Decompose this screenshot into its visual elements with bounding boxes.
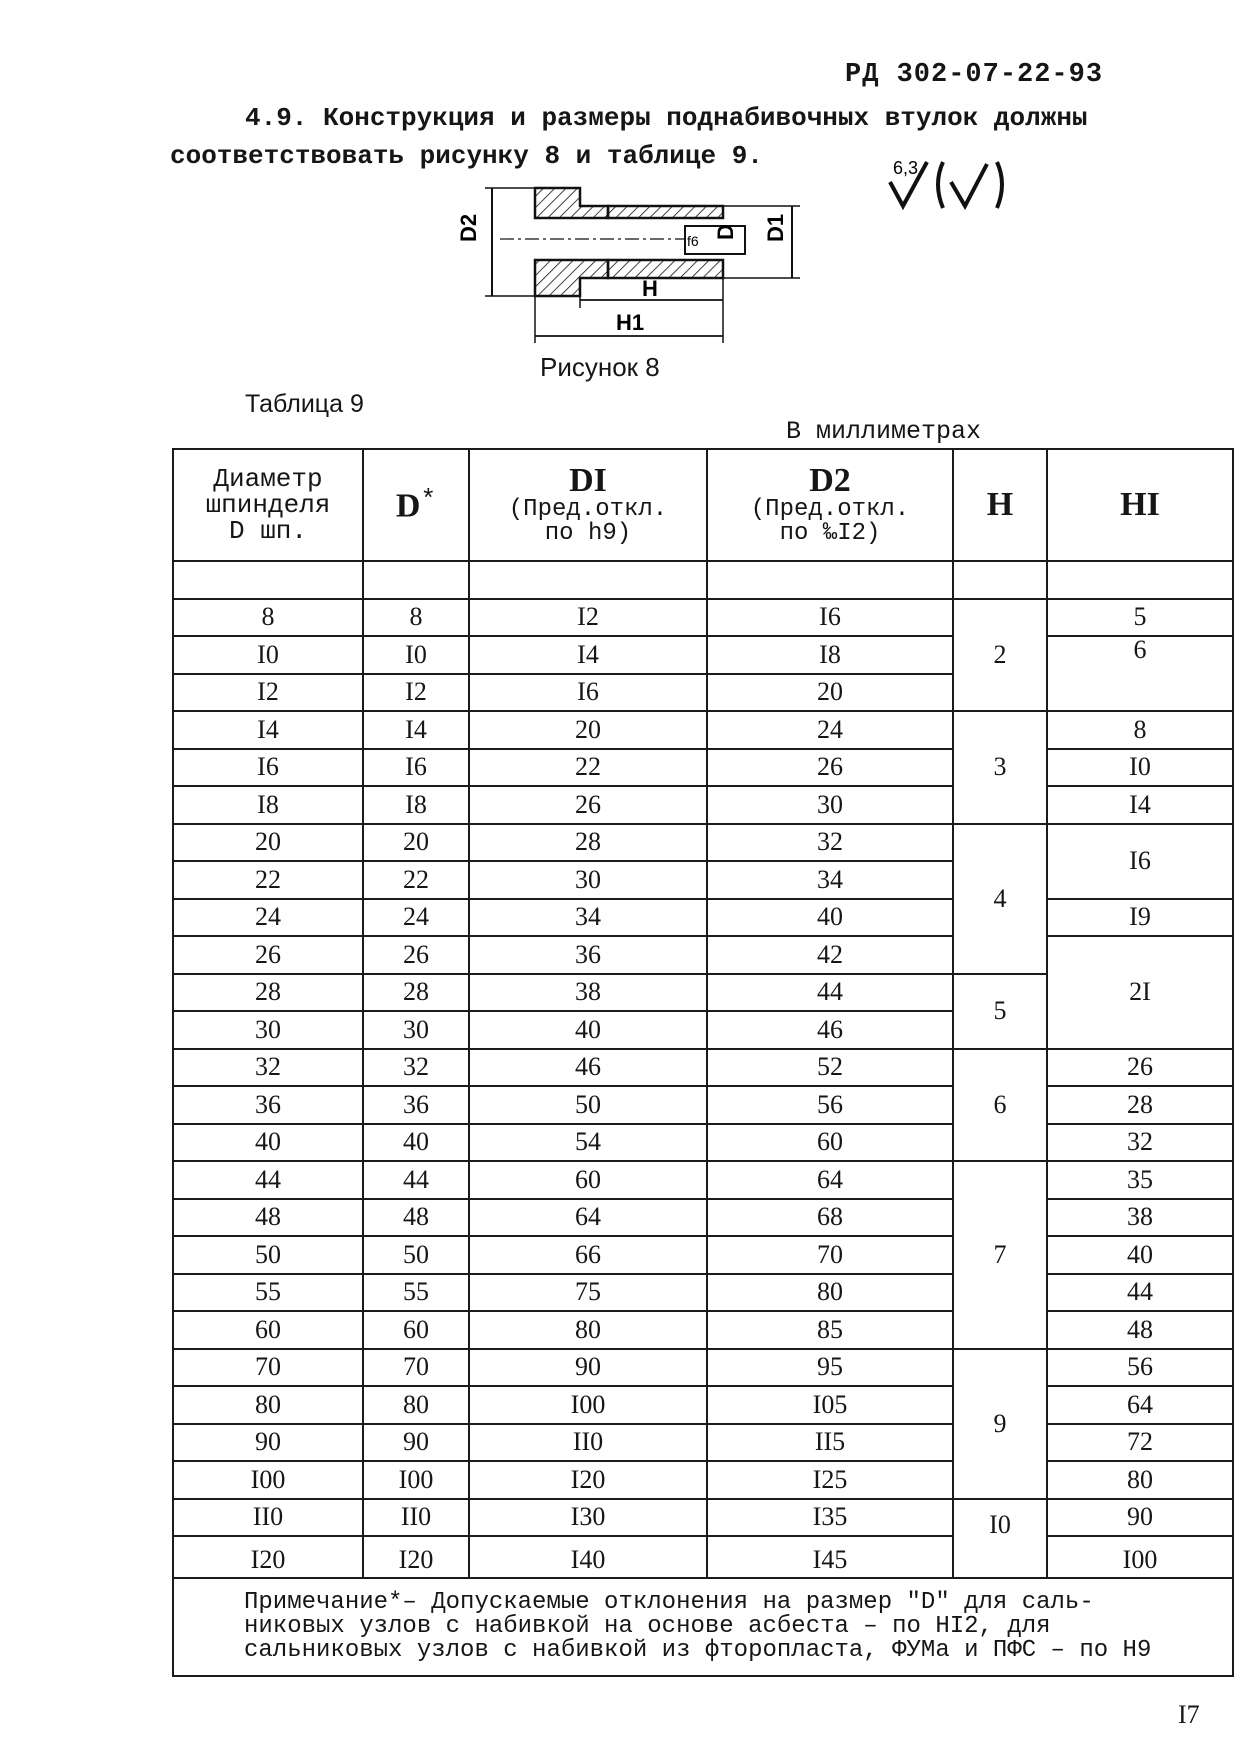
header-col6-text: HI	[1120, 486, 1160, 523]
cell-d2: I6	[707, 599, 953, 637]
cell-d1: 36	[469, 936, 707, 974]
cell-d1: I2	[469, 599, 707, 637]
cell-dshp: I20	[173, 1536, 363, 1578]
cell-d2: 70	[707, 1236, 953, 1274]
cell-dshp: 80	[173, 1386, 363, 1424]
table-row	[173, 936, 1233, 974]
header-d: D*	[363, 449, 469, 561]
header-col4-line1: D2	[809, 462, 851, 499]
cell-d: I00	[363, 1461, 469, 1499]
cell-h1: 48	[1047, 1311, 1233, 1349]
cell-d2: 40	[707, 899, 953, 937]
cell-d2: I05	[707, 1386, 953, 1424]
cell-d: 50	[363, 1236, 469, 1274]
cell-dshp: II0	[173, 1499, 363, 1537]
cell-d2: 34	[707, 861, 953, 899]
cell-d: 24	[363, 899, 469, 937]
cell-d2: 44	[707, 974, 953, 1012]
header-spindle-diameter	[173, 449, 363, 561]
cell-dshp: 22	[173, 861, 363, 899]
cell-d2: I35	[707, 1499, 953, 1537]
table-row	[173, 1086, 1233, 1124]
cell-d1: 26	[469, 786, 707, 824]
table-row	[173, 636, 1233, 674]
cell-d: 32	[363, 1049, 469, 1087]
cell-d: 22	[363, 861, 469, 899]
cell-d1: 28	[469, 824, 707, 862]
cell-d1: 90	[469, 1349, 707, 1387]
cell-d: 80	[363, 1386, 469, 1424]
cell-d: 26	[363, 936, 469, 974]
cell-d1: 64	[469, 1199, 707, 1237]
note-line-1: Примечание*– Допускаемые отклонения на размер "D" для саль-	[244, 1588, 1094, 1616]
note-line-2: никовых узлов с набивкой на основе асбеста – по НI2, для	[244, 1612, 1051, 1640]
document-code: РД 302-07-22-93	[845, 60, 1104, 90]
cell-d2: 85	[707, 1311, 953, 1349]
cell-dshp: 70	[173, 1349, 363, 1387]
cell-h: 7	[953, 1161, 1047, 1349]
cell-dshp: 48	[173, 1199, 363, 1237]
cell-d1: 50	[469, 1086, 707, 1124]
cell-dshp: I8	[173, 786, 363, 824]
header-col1-line2: шпинделя	[205, 490, 331, 520]
cell-d1: 80	[469, 1311, 707, 1349]
cell-h1: 32	[1047, 1124, 1233, 1162]
cell-d1: 20	[469, 711, 707, 749]
cell-d1: I40	[469, 1536, 707, 1578]
header-col2-text: D	[395, 487, 421, 525]
cell-d: I4	[363, 711, 469, 749]
cell-d1: 75	[469, 1274, 707, 1312]
cell-h1: 35	[1047, 1161, 1233, 1199]
header-h1	[1047, 449, 1233, 561]
header-col3-line2: (Пред.откл.	[508, 496, 668, 523]
cell-dshp: 90	[173, 1424, 363, 1462]
cell-h1: I9	[1047, 899, 1233, 937]
table-row	[173, 1461, 1233, 1499]
table-note	[173, 1578, 1233, 1676]
cell-d2: 68	[707, 1199, 953, 1237]
cell-d2: 46	[707, 1011, 953, 1049]
cell-d: I8	[363, 786, 469, 824]
cell-h1: 44	[1047, 1274, 1233, 1312]
table-row	[173, 786, 1233, 824]
cell-h1: 40	[1047, 1236, 1233, 1274]
cell-h1: 8	[1047, 711, 1233, 749]
cell-d2: 32	[707, 824, 953, 862]
cell-d: 36	[363, 1086, 469, 1124]
table-row	[173, 1349, 1233, 1387]
label-h: H	[642, 276, 658, 301]
table-row	[173, 1161, 1233, 1199]
table-row	[173, 1499, 1233, 1537]
cell-h1: I0	[1047, 749, 1233, 787]
cell-d: 30	[363, 1011, 469, 1049]
table-row	[173, 711, 1233, 749]
cell-d2: 42	[707, 936, 953, 974]
cell-d1: I4	[469, 636, 707, 674]
cell-h: 9	[953, 1349, 1047, 1499]
paragraph-line-1: 4.9. Конструкция и размеры поднабивочных втулок должны	[245, 103, 1088, 133]
cell-d: 40	[363, 1124, 469, 1162]
cell-d: 90	[363, 1424, 469, 1462]
cell-d1: 66	[469, 1236, 707, 1274]
cell-d1: I20	[469, 1461, 707, 1499]
cell-d: 55	[363, 1274, 469, 1312]
cell-h1: I6	[1047, 824, 1233, 899]
cell-d1: II0	[469, 1424, 707, 1462]
cell-h: 2	[953, 599, 1047, 712]
cell-d2: 26	[707, 749, 953, 787]
cell-h1: 6	[1047, 636, 1233, 711]
cell-d2: I45	[707, 1536, 953, 1578]
paragraph-line-2: соответствовать рисунку 8 и таблице 9.	[170, 141, 763, 171]
cell-d2: 60	[707, 1124, 953, 1162]
cell-d2: II5	[707, 1424, 953, 1462]
cell-h: 3	[953, 711, 1047, 824]
table-units: В миллиметрах	[786, 417, 982, 446]
cell-h: 6	[953, 1049, 1047, 1162]
table-row	[173, 1274, 1233, 1312]
cell-dshp: I0	[173, 636, 363, 674]
table-row	[173, 824, 1233, 862]
spacer-row	[173, 561, 1233, 599]
figure-caption: Рисунок 8	[540, 352, 660, 382]
cell-h1: 90	[1047, 1499, 1233, 1537]
header-col3-line1: DI	[569, 462, 607, 499]
label-tolerance: f6	[687, 233, 699, 249]
cell-d2: 52	[707, 1049, 953, 1087]
note-row	[173, 1578, 1233, 1676]
label-d1: D1	[763, 213, 788, 242]
cell-h1: 56	[1047, 1349, 1233, 1387]
cell-dshp: 60	[173, 1311, 363, 1349]
cell-d1: 34	[469, 899, 707, 937]
header-col4-line3: по ‰I2)	[779, 520, 881, 547]
cell-d2: I8	[707, 636, 953, 674]
cell-dshp: 20	[173, 824, 363, 862]
table-row	[173, 1236, 1233, 1274]
cell-dshp: I00	[173, 1461, 363, 1499]
cell-d2: 24	[707, 711, 953, 749]
table-row	[173, 1424, 1233, 1462]
cell-d: 48	[363, 1199, 469, 1237]
cell-h1: I00	[1047, 1536, 1233, 1578]
cell-h: 5	[953, 974, 1047, 1049]
cell-d: I20	[363, 1536, 469, 1578]
cell-dshp: 55	[173, 1274, 363, 1312]
cell-d2: 20	[707, 674, 953, 712]
page-number: I7	[1178, 1700, 1200, 1729]
cell-d: II0	[363, 1499, 469, 1537]
header-col1-line1: Диаметр	[213, 464, 323, 494]
header-d2	[707, 449, 953, 561]
cell-dshp: I6	[173, 749, 363, 787]
cell-dshp: I2	[173, 674, 363, 712]
table-row	[173, 1199, 1233, 1237]
cell-d1: I30	[469, 1499, 707, 1537]
cell-d1: I00	[469, 1386, 707, 1424]
cell-d2: 80	[707, 1274, 953, 1312]
label-h1: H1	[616, 310, 645, 335]
dimensions-table	[172, 448, 1234, 1677]
cell-d1: 30	[469, 861, 707, 899]
cell-h1: 2I	[1047, 936, 1233, 1049]
cell-d1: 60	[469, 1161, 707, 1199]
cell-d1: 46	[469, 1049, 707, 1087]
cell-dshp: 32	[173, 1049, 363, 1087]
table-row	[173, 749, 1233, 787]
cell-d1: 22	[469, 749, 707, 787]
table-row	[173, 1049, 1233, 1087]
cell-h1: 28	[1047, 1086, 1233, 1124]
cell-dshp: 50	[173, 1236, 363, 1274]
cell-h1: 26	[1047, 1049, 1233, 1087]
cell-d: I0	[363, 636, 469, 674]
cell-d: 44	[363, 1161, 469, 1199]
cell-h1: 72	[1047, 1424, 1233, 1462]
table-row	[173, 1124, 1233, 1162]
table-row	[173, 599, 1233, 637]
header-col1-line3: D шп.	[228, 516, 307, 546]
cell-d2: 95	[707, 1349, 953, 1387]
label-d: D	[713, 224, 738, 240]
cell-dshp: 28	[173, 974, 363, 1012]
cell-d2: 56	[707, 1086, 953, 1124]
cell-d1: 54	[469, 1124, 707, 1162]
cell-dshp: 8	[173, 599, 363, 637]
roughness-symbol	[885, 152, 1025, 212]
cell-d1: I6	[469, 674, 707, 712]
cell-d: I2	[363, 674, 469, 712]
table-row	[173, 1386, 1233, 1424]
cell-d: I6	[363, 749, 469, 787]
cell-h1: 5	[1047, 599, 1233, 637]
cell-d2: 30	[707, 786, 953, 824]
header-col5-text: H	[986, 486, 1014, 523]
cell-d: 20	[363, 824, 469, 862]
cell-dshp: 40	[173, 1124, 363, 1162]
cell-h: 4	[953, 824, 1047, 974]
cell-d2: 64	[707, 1161, 953, 1199]
cell-dshp: 44	[173, 1161, 363, 1199]
header-col3-line3: по h9)	[544, 520, 632, 547]
bushing-drawing	[440, 178, 840, 358]
cell-d: 28	[363, 974, 469, 1012]
label-d2: D2	[456, 213, 481, 242]
cell-dshp: I4	[173, 711, 363, 749]
header-h	[953, 449, 1047, 561]
table-caption: Таблица 9	[245, 390, 364, 418]
table-row	[173, 1536, 1233, 1578]
cell-dshp: 26	[173, 936, 363, 974]
header-d1	[469, 449, 707, 561]
header-col4-line2: (Пред.откл.	[750, 496, 910, 523]
cell-d2: I25	[707, 1461, 953, 1499]
cell-h1: 64	[1047, 1386, 1233, 1424]
cell-dshp: 30	[173, 1011, 363, 1049]
cell-h1: 38	[1047, 1199, 1233, 1237]
table-row	[173, 1311, 1233, 1349]
cell-h1: 80	[1047, 1461, 1233, 1499]
table-header-row	[173, 449, 1233, 561]
note-line-3: сальниковых узлов с набивкой из фторопласта, ФУМа и ПФС – по Н9	[244, 1636, 1152, 1664]
cell-d: 60	[363, 1311, 469, 1349]
cell-h1: I4	[1047, 786, 1233, 824]
cell-h: I0	[953, 1499, 1047, 1578]
table-row	[173, 899, 1233, 937]
cell-dshp: 24	[173, 899, 363, 937]
cell-d: 70	[363, 1349, 469, 1387]
roughness-value: 6,3	[893, 158, 919, 178]
cell-d1: 40	[469, 1011, 707, 1049]
cell-dshp: 36	[173, 1086, 363, 1124]
cell-d1: 38	[469, 974, 707, 1012]
cell-d: 8	[363, 599, 469, 637]
